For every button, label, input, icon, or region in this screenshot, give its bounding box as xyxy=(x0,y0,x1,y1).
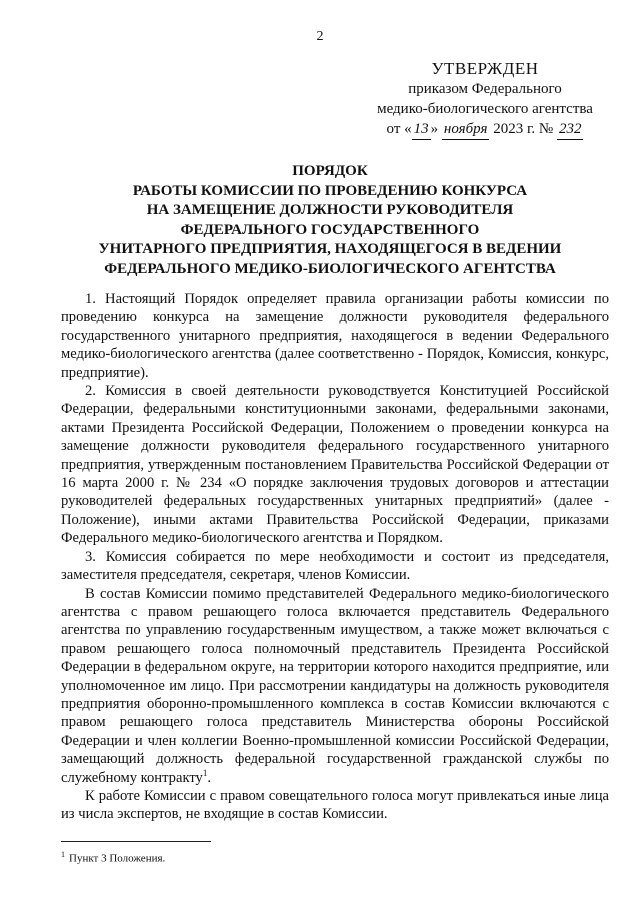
title-line: ФЕДЕРАЛЬНОГО МЕДИКО-БИОЛОГИЧЕСКОГО АГЕНТСТВА xyxy=(104,260,556,277)
approval-stamp xyxy=(360,59,610,140)
title-line: ПОРЯДОК xyxy=(292,163,368,179)
footnote-reference[interactable]: 1 xyxy=(202,767,208,778)
document-body xyxy=(61,290,609,824)
footnote-text: Пункт 3 Положения. xyxy=(69,852,166,865)
paragraph-3: 3. Комиссия собирается по мере необходимости и состоит из председателя, заместителя председателя, секретаря, членов Комиссии. xyxy=(61,548,609,584)
page-number: 2 xyxy=(316,29,324,44)
footnote-marker: 1 xyxy=(61,850,65,859)
paragraph-3-composition: В состав Комиссии помимо представителей Федерального медико-биологического агентства с правом решающего голоса включается представитель Федерального агентства по управлению государственным имуществом, а также может включаться с правом решающего голоса полномочный представитель Президента Российской Федерации в федеральном округе, на территории которого находится предприятие, или уполномоченное им лицо. При рассмотрении кандидатуры на должность руководителя предприятия оборонно-промышленного комплекса в состав Комиссии включаются с правом решающего голоса представитель Министерства обороны Российской Федерации и член коллегии Военно-промышленной комиссии Российской Федерации, замещающий должность федеральной государственной гражданской службы по служебному контракту$^1$. xyxy=(61,585,609,786)
footnote-divider xyxy=(61,841,211,842)
date-year: 2023 г. № xyxy=(493,121,554,137)
date-mid: » xyxy=(430,121,439,137)
handwritten-number: 232 xyxy=(557,119,584,140)
footnote xyxy=(61,848,165,866)
approved-heading: УТВЕРЖДЕН xyxy=(431,59,539,78)
date-prefix: от « xyxy=(386,121,412,137)
paragraph-3-composition-text: В состав Комиссии помимо представителей Федерального медико-биологического агентства с правом решающего голоса включается представитель Федерального агентства по управлению государственным имуществом, а также может включаться с правом решающего голоса полномочный представитель Президента Российской Федерации в федеральном округе, на территории которого находится предприятие, или уполномоченное им лицо. При рассмотрении кандидатуры на должность руководителя предприятия оборонно-промышленного комплекса в состав Комиссии включаются с правом решающего голоса представитель Министерства обороны Российской Федерации и член коллегии Военно-промышленной комиссии Российской Федерации, замещающий должность федеральной государственной гражданской службы по служебному контракту xyxy=(61,585,609,786)
paragraph-2: 2. Комиссия в своей деятельности руководствуется Конституцией Российской Федерации, федеральными конституционными законами, федеральными законами, актами Президента Российской Федерации, Положением о проведении конкурса на замещение должности руководителя федерального государственного унитарного предприятия, утвержденным постановлением Правительства Российской Федерации от 16 марта 2000 г. № 234 «О порядке заключения трудовых договоров и аттестации руководителей федеральных государственных унитарных предприятий» (далее - Положение), иными актами Правительства Российской Федерации, приказами Федерального медико-биологического агентства и Порядком. xyxy=(61,383,609,547)
approval-date-line xyxy=(360,119,610,140)
handwritten-day: 13 xyxy=(412,119,431,140)
title-line: ФЕДЕРАЛЬНОГО ГОСУДАРСТВЕННОГО xyxy=(180,221,480,238)
title-line: РАБОТЫ КОМИССИИ ПО ПРОВЕДЕНИЮ КОНКУРСА xyxy=(132,182,528,199)
title-line: УНИТАРНОГО ПРЕДПРИЯТИЯ, НАХОДЯЩЕГОСЯ В ВЕДЕНИИ xyxy=(98,241,562,257)
document-title xyxy=(40,162,620,279)
title-line: НА ЗАМЕЩЕНИЕ ДОЛЖНОСТИ РУКОВОДИТЕЛЯ xyxy=(146,202,514,218)
handwritten-month: ноября xyxy=(442,119,490,140)
paragraph-1: 1. Настоящий Порядок определяет правила организации работы комиссии по проведению конкурса на замещение должности руководителя федерального государственного унитарного предприятия, находящегося в ведении Федерального медико-биологического агентства (далее соответственно - Порядок, Комиссия, конкурс, предприятие). xyxy=(61,291,609,381)
approval-line-order: приказом Федерального xyxy=(408,81,562,97)
approval-line-agency: медико-биологического агентства xyxy=(377,101,593,117)
paragraph-3-experts: К работе Комиссии с правом совещательного голоса могут привлекаться иные лица из числа экспертов, не входящие в состав Комиссии. xyxy=(61,787,609,823)
